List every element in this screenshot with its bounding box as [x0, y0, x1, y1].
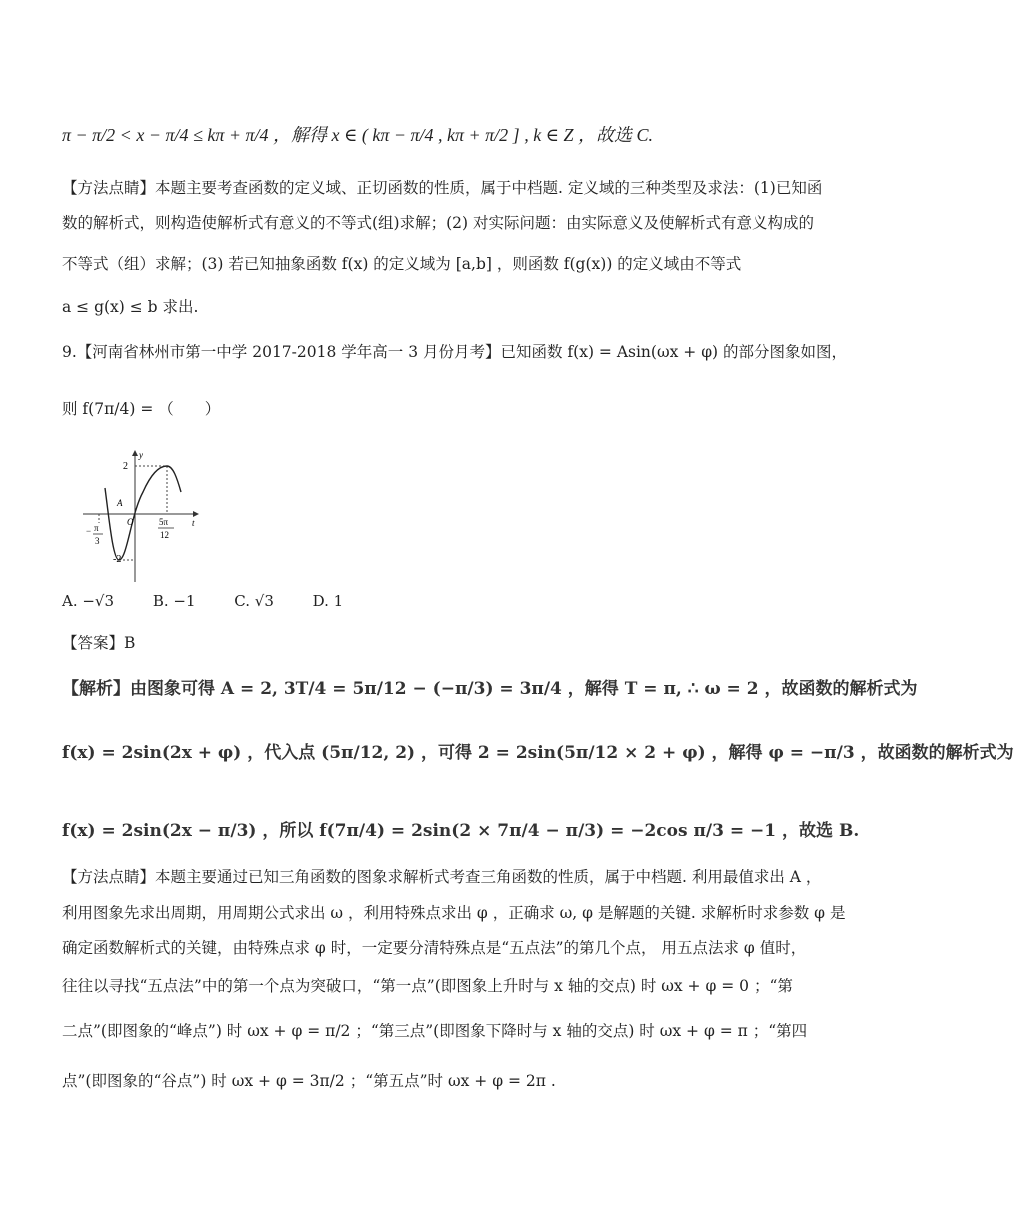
question-9-stem: 9.【河南省林州市第一中学 2017-2018 学年高一 3 月份月考】已知函数 f(x) = Asin(ωx + φ) 的部分图象如图， — [62, 343, 848, 361]
method-tip-1-line-1: 【方法点睛】本题主要考查函数的定义域、正切函数的性质，属于中档题. 定义域的三种类型及求法：(1)已知函 — [62, 179, 823, 197]
answer-options — [62, 592, 377, 610]
option-b: B. −1 — [152, 592, 196, 610]
y-axis-arrow — [132, 450, 138, 456]
method-tip-2-line-3: 确定函数解析式的关键，由特殊点求 φ 时，一定要分清特殊点是“五点法”的第几个点， 用五点法求 φ 值时， — [62, 939, 807, 957]
x-axis-arrow — [193, 511, 199, 517]
label-5pi12-denominator: 12 — [160, 530, 169, 540]
label-max-2: 2 — [123, 461, 128, 472]
answer-line: 【答案】B — [62, 634, 136, 652]
solution-line-3: f(x) = 2sin(2x − π/3) ，所以 f(7π/4) = 2sin(2 × 7π/4 − π/3) = −2cos π/3 = −1 ，故选 B. — [62, 821, 860, 841]
method-tip-2-line-6: 点”(即图象的“谷点”) 时 ωx + φ = 3π/2 ；“第五点”时 ωx + φ = 2π . — [62, 1072, 556, 1090]
t-axis-label: t — [192, 518, 195, 528]
option-a: A. −√3 — [62, 592, 115, 610]
method-tip-1-line-3: 不等式（组）求解；(3) 若已知抽象函数 f(x) 的定义域为 [a,b] ，则函数 f(g(x)) 的定义域由不等式 — [62, 255, 742, 273]
method-tip-1-line-2: 数的解析式，则构造使解析式有意义的不等式(组)求解；(2) 对实际问题：由实际意义及使解析式有意义构成的 — [62, 214, 814, 232]
sine-curve — [105, 466, 181, 560]
solution-line-1: 【解析】由图象可得 A = 2, 3T/4 = 5π/12 − (−π/3) = 3π/4 ，解得 T = π, ∴ ω = 2 ，故函数的解析式为 — [62, 679, 918, 699]
label-neg-pi3-denominator: 3 — [95, 536, 100, 546]
method-tip-2-line-4: 往往以寻找“五点法”中的第一个点为突破口，“第一点”(即图象上升时与 x 轴的交点) 时 ωx + φ = 0 ；“第 — [62, 977, 793, 995]
option-d: D. 1 — [312, 592, 344, 610]
solution-line-2: f(x) = 2sin(2x + φ) ，代入点 (5π/12, 2) ，可得 2 = 2sin(5π/12 × 2 + φ) ，解得 φ = −π/3 ，故函数的解析式为 — [62, 743, 1014, 763]
y-axis-label: y — [139, 450, 143, 460]
label-neg-sign: − — [86, 526, 92, 536]
method-tip-2-line-5: 二点”(即图象的“峰点”) 时 ωx + φ = π/2 ；“第三点”(即图象下降时与 x 轴的交点) 时 ωx + φ = π ；“第四 — [62, 1022, 808, 1040]
option-c: C. √3 — [234, 592, 274, 610]
question-9-ask: 则 f(7π/4) = （ ） — [62, 400, 221, 418]
line-inequality: π − π/2 < x − π/4 ≤ kπ + π/4 ，解得 x ∈ ( kπ − π/4 , kπ + π/2 ] , k ∈ Z ，故选 C. — [62, 125, 654, 145]
label-origin: O — [127, 517, 134, 527]
label-5pi12-numerator: 5π — [159, 517, 169, 527]
method-tip-2-line-2: 利用图象先求出周期，用周期公式求出 ω ，利用特殊点求出 φ ，正确求 ω, φ 是解题的关键. 求解析时求参数 φ 是 — [62, 904, 846, 922]
label-min-neg2: -2 — [113, 554, 122, 565]
method-tip-1-line-4: a ≤ g(x) ≤ b 求出. — [62, 298, 199, 316]
label-neg-pi3-numerator: π — [94, 523, 99, 533]
function-graph — [75, 448, 205, 588]
label-point-A: A — [117, 498, 123, 508]
method-tip-2-line-1: 【方法点睛】本题主要通过已知三角函数的图象求解析式考查三角函数的性质，属于中档题. 利用最值求出 A ， — [62, 868, 822, 886]
